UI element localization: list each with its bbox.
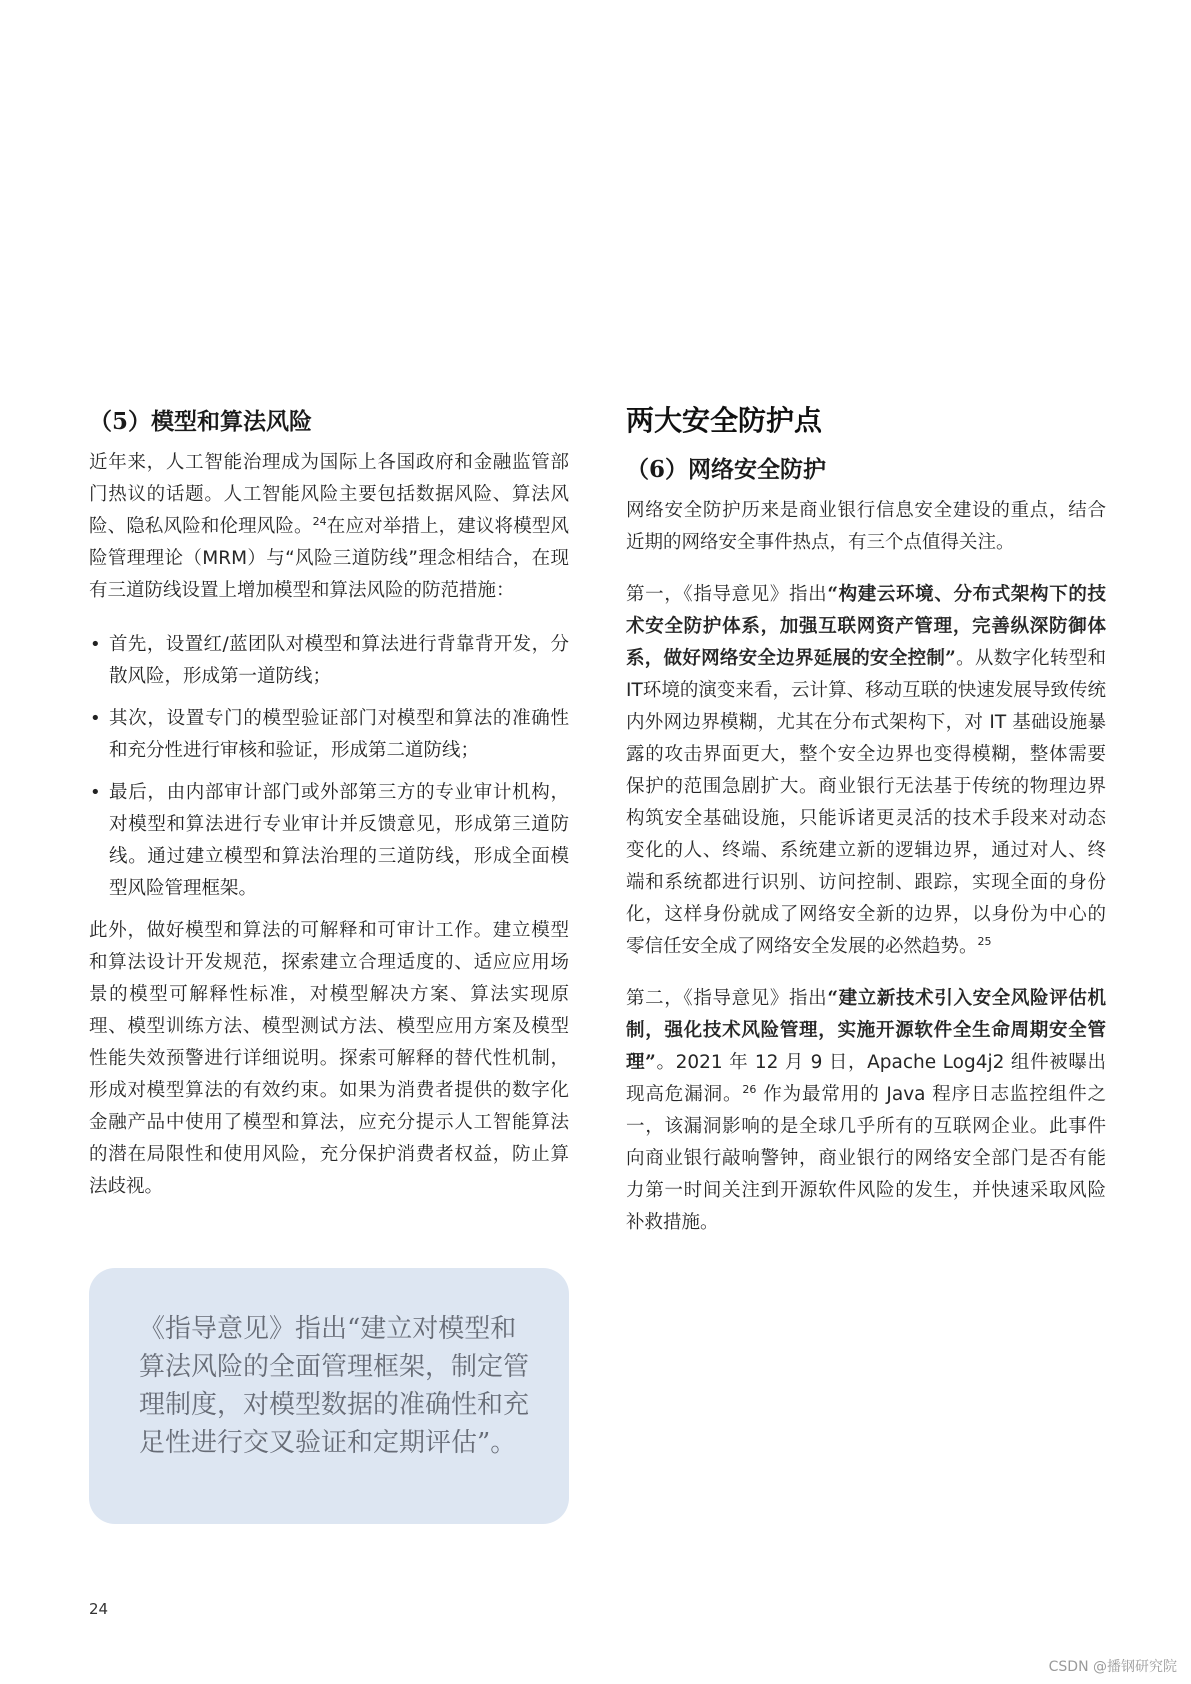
list-item bbox=[89, 777, 569, 905]
section-6-heading: （6）网络安全防护 bbox=[626, 456, 827, 483]
quote-callout-box bbox=[89, 1268, 569, 1524]
quote-callout-text: 《指导意见》指出“建立对模型和算法风险的全面管理框架，制定管理制度，对模型数据的准确性和充足性进行交叉验证和定期评估”。 bbox=[139, 1314, 530, 1458]
page-number: 24 bbox=[89, 1600, 109, 1618]
footnote-ref-26[interactable]: 26 bbox=[742, 1082, 757, 1096]
second-point-mid: 。2021 年 12 月 9 日，Apache Log4j2 组件被曝出现高危漏洞。 bbox=[626, 1052, 1106, 1105]
second-point-paragraph bbox=[626, 983, 1106, 1239]
first-point-paragraph bbox=[626, 579, 1106, 963]
intro-text-a: 近年来，人工智能治理成为国际上各国政府和金融监管部门热议的话题。人工智能风险主要包括数据风险、算法风险、隐私风险和伦理风险。 bbox=[89, 452, 569, 537]
explainability-paragraph: 此外，做好模型和算法的可解释和可审计工作。建立模型和算法设计开发规范，探索建立合理适度的、适应应用场景的模型可解释性标准，对模型解决方案、算法实现原理、模型训练方法、模型测试方法、模型应用方案及模型性能失效预警进行详细说明。探索可解释的替代性机制，形成对模型算法的有效约束。如果为消费者提供的数字化金融产品中使用了模型和算法，应充分提示人工智能算法的潜在局限性和使用风险，充分保护消费者权益，防止算法歧视。 bbox=[89, 920, 569, 1197]
defense-lines-list bbox=[89, 629, 569, 905]
footnote-ref-24[interactable]: 24 bbox=[312, 514, 327, 528]
second-point-body: 作为最常用的 Java 程序日志监控组件之一，该漏洞影响的是全球几乎所有的互联网企业。此事件向商业银行敲响警钟，商业银行的网络安全部门是否有能力第一时间关注到开源软件风险的发生，并快速采取风险补救措施。 bbox=[626, 1084, 1106, 1233]
second-point-emphasis: “建立新技术引入安全风险评估机制，强化技术风险管理，实施开源软件全生命周期安全管理” bbox=[626, 988, 1106, 1073]
right-column bbox=[626, 405, 1106, 1239]
bullet-icon: • bbox=[90, 782, 101, 803]
list-item bbox=[89, 629, 569, 693]
watermark-text: CSDN @播钢研究院 bbox=[1048, 1659, 1177, 1675]
intro-paragraph bbox=[89, 447, 569, 607]
list-item-text: 其次，设置专门的模型验证部门对模型和算法的准确性和充分性进行审核和验证，形成第二道防线； bbox=[109, 708, 569, 761]
first-point-emphasis: “构建云环境、分布式架构下的技术安全防护体系，加强互联网资产管理，完善纵深防御体系，做好网络安全边界延展的安全控制” bbox=[626, 584, 1106, 669]
main-heading: 两大安全防护点 bbox=[626, 404, 823, 437]
first-point-lead: 第一，《指导意见》指出 bbox=[626, 584, 828, 605]
bullet-icon: • bbox=[90, 708, 101, 729]
network-intro-paragraph: 网络安全防护历来是商业银行信息安全建设的重点，结合近期的网络安全事件热点，有三个点值得关注。 bbox=[626, 500, 1106, 553]
list-item-text: 首先，设置红/蓝团队对模型和算法进行背靠背开发，分散风险，形成第一道防线； bbox=[109, 634, 569, 687]
left-column bbox=[89, 405, 569, 1203]
section-5-heading: （5）模型和算法风险 bbox=[89, 408, 313, 435]
list-item-text: 最后，由内部审计部门或外部第三方的专业审计机构，对模型和算法进行专业审计并反馈意见，形成第三道防线。通过建立模型和算法治理的三道防线，形成全面模型风险管理框架。 bbox=[109, 782, 569, 899]
second-point-lead: 第二，《指导意见》指出 bbox=[626, 988, 828, 1009]
list-item bbox=[89, 703, 569, 767]
first-point-body: 。从数字化转型和IT环境的演变来看，云计算、移动互联的快速发展导致传统内外网边界模糊，尤其在分布式架构下，对 IT 基础设施暴露的攻击界面更大，整个安全边界也变得模糊，整体需要保护的范围急剧扩大。商业银行无法基于传统的物理边界构筑安全基础设施，只能诉诸更灵活的技术手段来对动态变化的人、终端、系统建立新的逻辑边界，通过对人、终端和系统都进行识别、访问控制、跟踪，实现全面的身份化，这样身份就成了网络安全新的边界，以身份为中心的零信任安全成了网络安全发展的必然趋势。 bbox=[626, 648, 1106, 957]
footnote-ref-25[interactable]: 25 bbox=[977, 934, 992, 948]
intro-text-b: 在应对举措上，建议将模型风险管理理论（MRM）与“风险三道防线”理念相结合，在现有三道防线设置上增加模型和算法风险的防范措施： bbox=[89, 516, 569, 601]
bullet-icon: • bbox=[90, 634, 101, 655]
